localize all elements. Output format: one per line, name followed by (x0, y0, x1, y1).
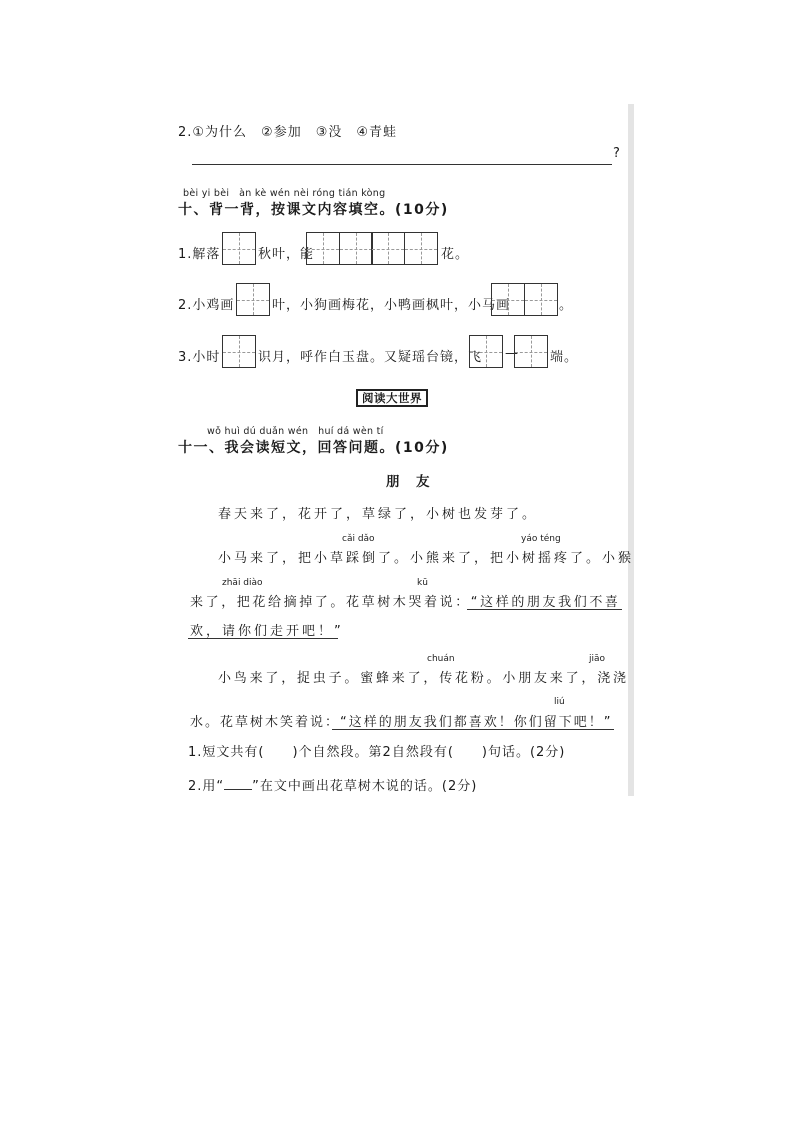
pinyin-chuan: chuán (427, 654, 455, 664)
pinyin-ku: kū (417, 578, 428, 588)
s10-q3-grid-a[interactable] (222, 335, 256, 368)
s10-q1-grid-a[interactable] (222, 232, 256, 265)
pinyin-liu: liú (554, 697, 565, 707)
story-title: 朋 友 (386, 474, 431, 490)
pinyin-jiao: jiāo (589, 654, 606, 664)
story-paragraph-3-line-2: 水。花草树木笑着说：“这样的朋友我们都喜欢！你们留下吧！” (190, 715, 613, 730)
story-paragraph-1: 春天来了，花开了，草绿了，小树也发芽了。 (218, 507, 539, 522)
s10-q3-text-c: 端。 (550, 350, 579, 365)
story-paragraph-2-line-2: 来了，把花给摘掉了。花草树木哭着说：“这样的朋友我们不喜 (190, 595, 621, 610)
s10-q1-text-c: 花。 (441, 247, 470, 262)
question-mark: ? (613, 146, 621, 161)
s10-q1-text-a: 1.解落 (178, 247, 221, 262)
pinyin-zhai-diao: zhāi diào (222, 578, 263, 588)
section10-pinyin: bèi yi bèi àn kè wén nèi róng tián kòng (183, 188, 386, 199)
writing-cell[interactable] (222, 335, 256, 368)
writing-cell[interactable] (236, 283, 270, 316)
s10-q2-text-b: 叶，小狗画梅花，小鸭画枫叶，小马画 (272, 298, 511, 313)
writing-cell[interactable] (404, 232, 438, 265)
s10-q3-grid-b[interactable] (469, 335, 503, 368)
underline-sample (224, 779, 252, 790)
s11-question-2-a: 2.用“ (188, 779, 225, 794)
s10-q2-grid-b[interactable] (491, 283, 558, 316)
scan-edge-shadow (628, 104, 634, 796)
s10-q3-text-b: 识月，呼作白玉盘。又疑瑶台镜，飞 (258, 350, 483, 365)
s11-question-1: 1.短文共有( )个自然段。第2自然段有( )句话。(2分) (188, 745, 566, 760)
student-underline (332, 729, 614, 730)
section10-heading: 十、背一背，按课文内容填空。(10分) (178, 202, 449, 218)
writing-cell[interactable] (491, 283, 525, 316)
s11-question-2 (188, 775, 477, 794)
pinyin-cai-dao: cǎi dǎo (342, 534, 375, 544)
writing-cell[interactable] (524, 283, 558, 316)
dash: — (505, 346, 519, 361)
writing-cell[interactable] (514, 335, 548, 368)
answer-line (192, 164, 612, 165)
writing-cell[interactable] (306, 232, 340, 265)
story-paragraph-3-line-1: 小鸟来了，捉虫子。蜜蜂来了，传花粉。小朋友来了，浇浇 (218, 671, 629, 686)
writing-cell[interactable] (371, 232, 405, 265)
s10-q2-text-a: 2.小鸡画 (178, 298, 235, 313)
s10-q3-grid-c[interactable] (514, 335, 548, 368)
s10-q3-text-a: 3.小时 (178, 350, 221, 365)
story-paragraph-2-line-3: 欢，请你们走开吧！” (190, 624, 344, 639)
s10-q2-text-c: 。 (559, 298, 574, 313)
s10-q2-grid-a[interactable] (236, 283, 270, 316)
writing-cell[interactable] (222, 232, 256, 265)
pinyin-yao-teng: yáo téng (521, 534, 561, 544)
q2-word-list: 2.①为什么 ②参加 ③没 ④青蛙 (178, 125, 398, 140)
writing-cell[interactable] (339, 232, 373, 265)
student-underline (188, 638, 338, 639)
section11-heading: 十一、我会读短文，回答问题。(10分) (178, 440, 449, 456)
writing-cell[interactable] (469, 335, 503, 368)
section11-pinyin: wǒ huì dú duǎn wén huí dá wèn tí (207, 426, 384, 437)
story-paragraph-2-line-1: 小马来了，把小草踩倒了。小熊来了，把小树摇疼了。小猴 (218, 551, 635, 566)
student-underline (467, 609, 622, 610)
s10-q1-grid-b[interactable] (306, 232, 438, 265)
reading-world-tag: 阅读大世界 (356, 389, 428, 407)
s11-question-2-b: ”在文中画出花草树木说的话。(2分) (252, 779, 478, 794)
s10-q1-text-b: 秋叶，能 (258, 247, 315, 262)
